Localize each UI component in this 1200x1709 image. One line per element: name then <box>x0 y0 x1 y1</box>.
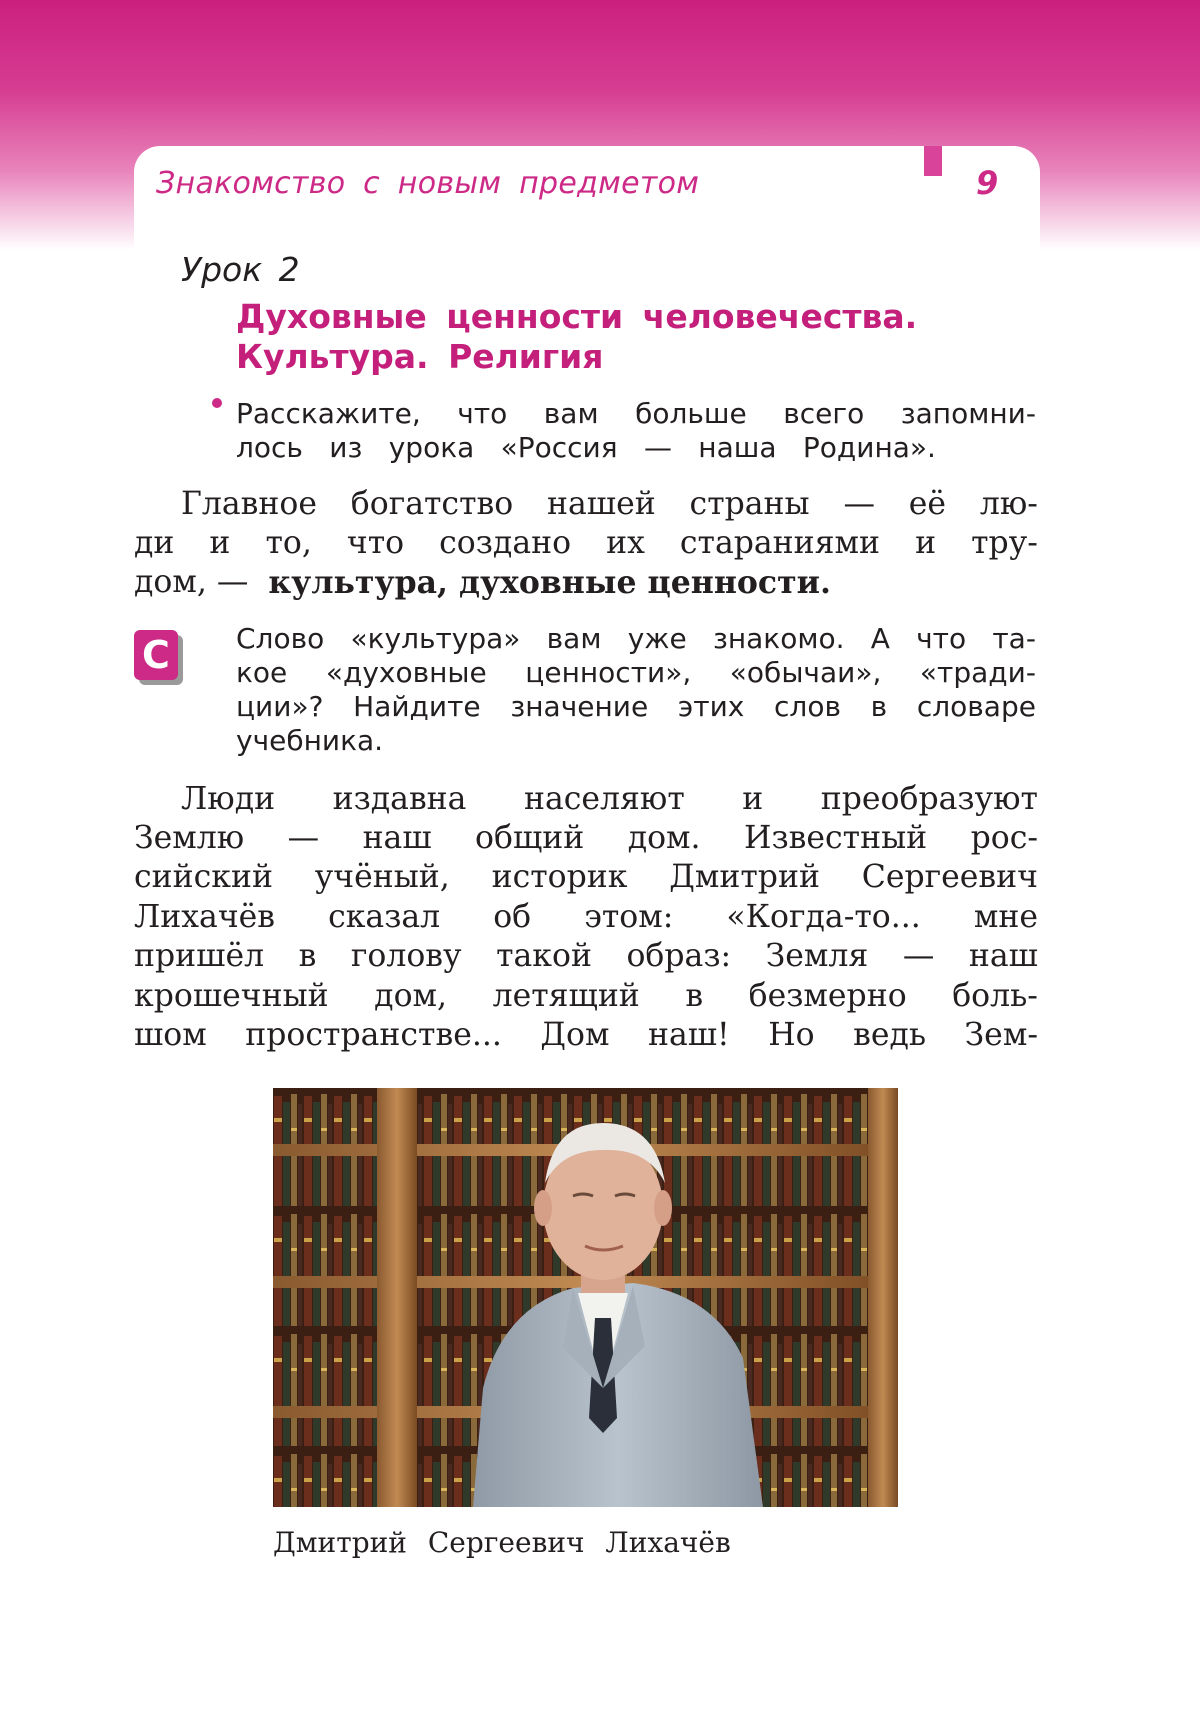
text-line: Люди издавна населяют и преобразуют <box>181 781 1038 817</box>
text-line: Землю — наш общий дом. Известный рос- <box>134 820 1038 856</box>
text-line: ди и то, что создано их стараниями и тру- <box>134 525 1038 561</box>
portrait-illustration <box>273 1088 898 1507</box>
text-line: крошечный дом, летящий в безмерно боль- <box>134 977 1038 1014</box>
main-paragraph <box>134 819 1038 1055</box>
text-line: Слово «культура» вам уже знакомо. А что та- <box>236 622 1036 655</box>
text-line: лось из урока «Россия — наша Родина». <box>236 431 936 464</box>
dictionary-task <box>236 622 1036 758</box>
portrait-photo <box>273 1088 898 1507</box>
page-number: 9 <box>976 164 999 202</box>
section-title: Знакомство с новым предметом <box>156 166 700 201</box>
intro-paragraph-indent <box>181 485 1038 524</box>
lesson-title <box>236 297 996 377</box>
lesson-title-line: Культура. Религия <box>236 337 604 376</box>
photo-caption: Дмитрий Сергеевич Лихачёв <box>273 1526 731 1559</box>
text-line: шом пространстве... Дом наш! Но ведь Зем- <box>134 1017 1038 1054</box>
text-line: сийский учёный, историк Дмитрий Сергеевич <box>134 859 1038 896</box>
question-prompt <box>236 397 1036 465</box>
lesson-title-line: Духовные ценности человечества. <box>236 297 918 336</box>
text-line: ции»? Найдите значение этих слов в словаре <box>236 690 1036 723</box>
header-tab-notch <box>924 146 942 176</box>
text-line: Расскажите, что вам больше всего запомни- <box>236 397 1036 430</box>
text-line: дом, — культура, духовные ценности . <box>134 564 831 602</box>
key-terms: культура, духовные ценности <box>268 564 820 602</box>
text-line: учебника. <box>236 724 384 757</box>
lesson-label: Урок 2 <box>181 250 300 289</box>
intro-paragraph <box>134 524 1038 603</box>
text-line: Главное богатство нашей страны — её лю- <box>181 486 1038 522</box>
bullet-icon <box>212 398 222 408</box>
text-line: кое «духовные ценности», «обычаи», «тради- <box>236 656 1036 689</box>
text-line: пришёл в голову такой образ: Земля — наш <box>134 938 1038 975</box>
main-paragraph-indent <box>181 780 1038 819</box>
text-line: Лихачёв сказал об этом: «Когда-то... мне <box>134 898 1038 935</box>
dictionary-icon: C <box>134 630 178 680</box>
